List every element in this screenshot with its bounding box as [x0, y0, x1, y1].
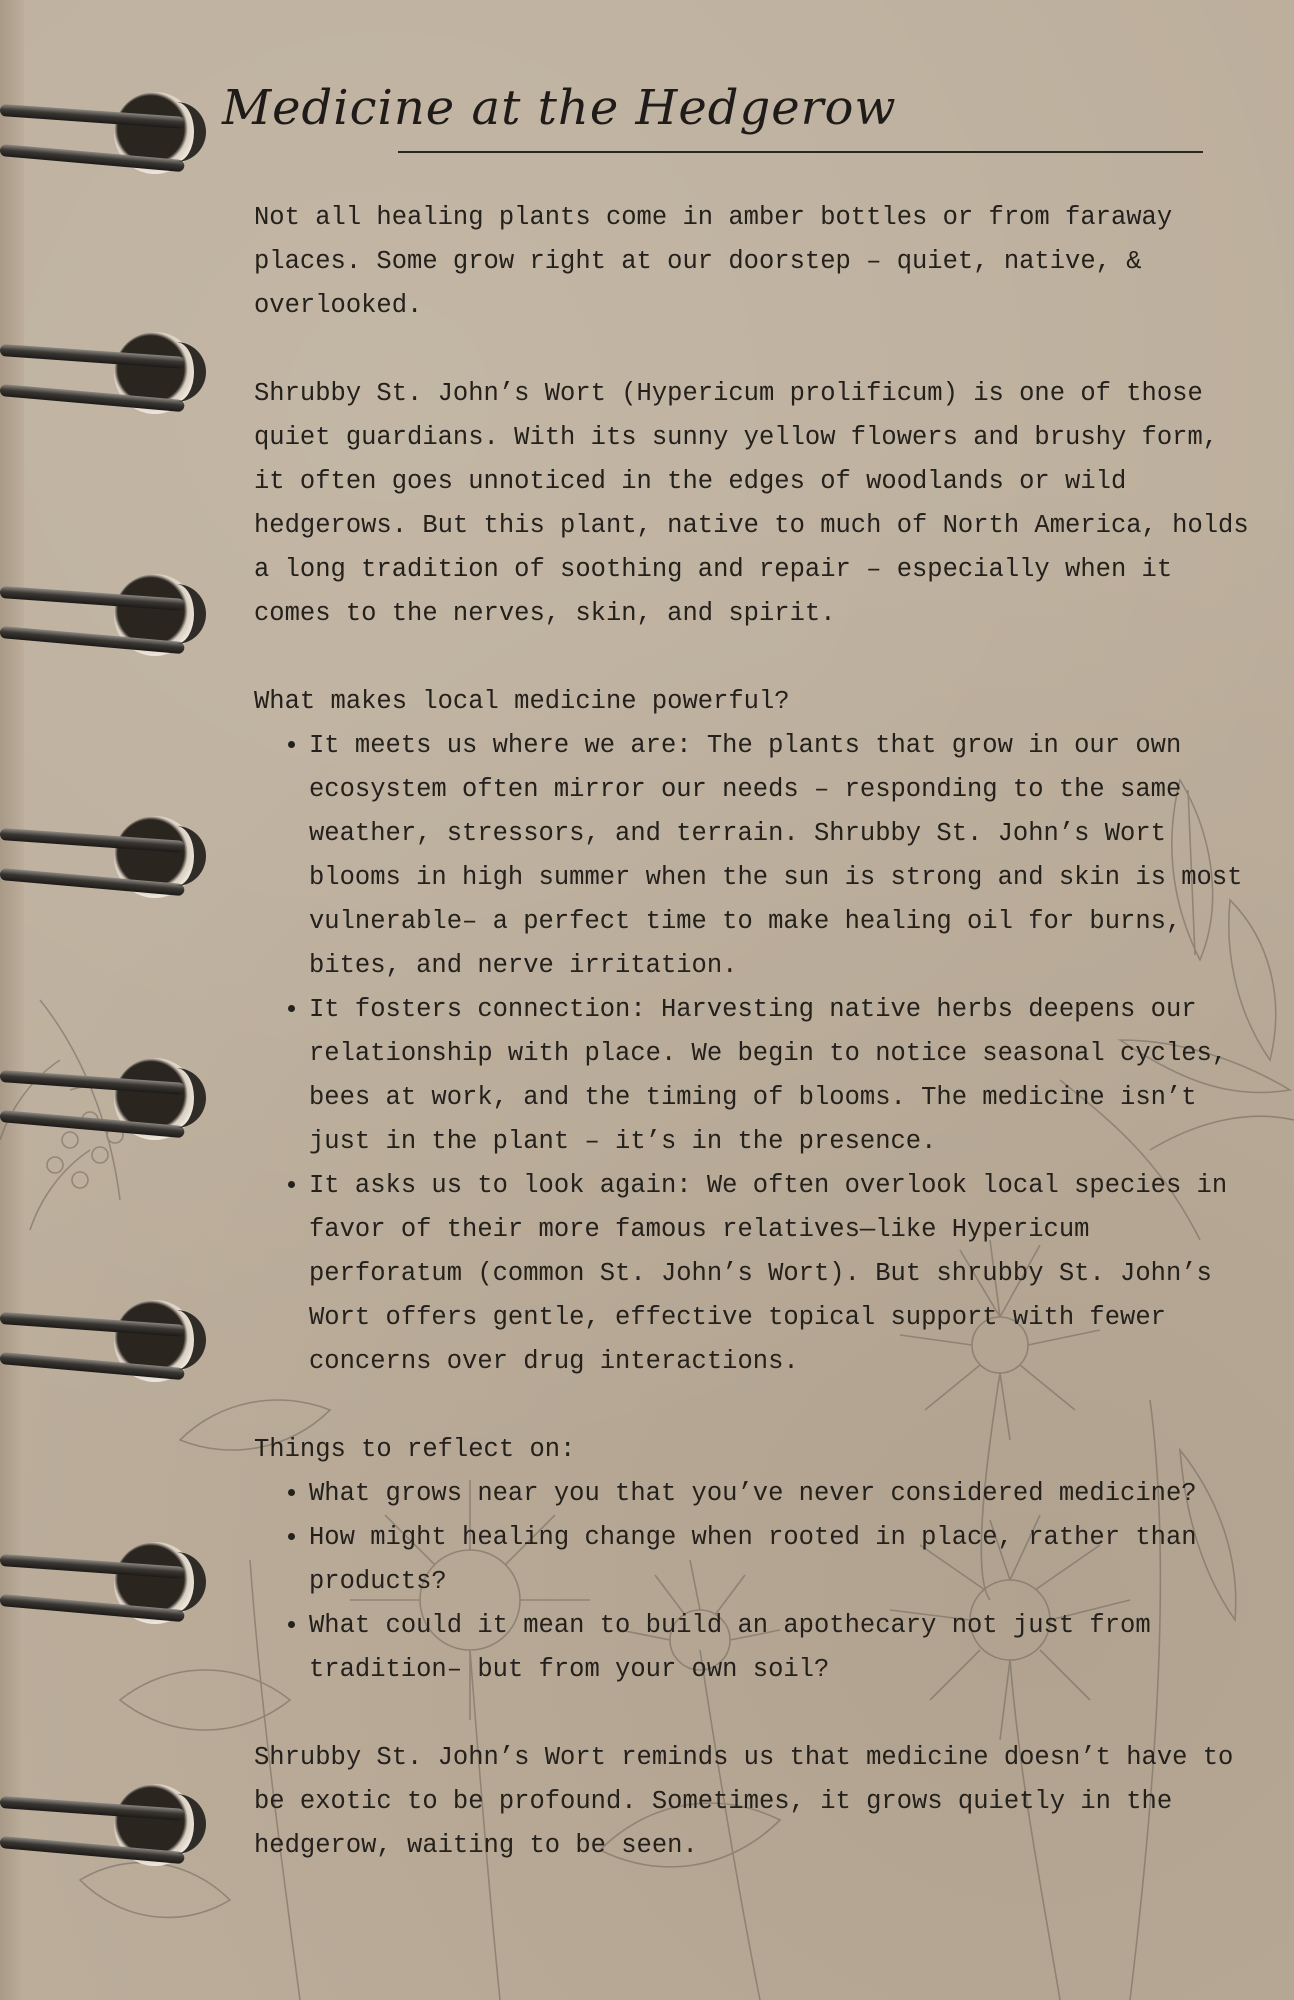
- list-item: • It fosters connection: Harvesting native herbs deepens our relationship with place. We begin to notice seasonal cycles, bees at work, and the timing of blooms. The medicine isn’t just in the plant – it’s in the presence.: [309, 988, 1254, 1164]
- spiral-ring: [0, 802, 210, 912]
- article-body: [254, 196, 1254, 1912]
- spiral-ring: [0, 560, 210, 670]
- list-item: • How might healing change when rooted in place, rather than products?: [309, 1516, 1254, 1604]
- list-item: • What could it mean to build an apothecary not just from tradition– but from your own soil?: [309, 1604, 1254, 1692]
- list-item: • It asks us to look again: We often overlook local species in favor of their more famous relatives—like Hypericum perforatum (common St. John’s Wort). But shrubby St. John’s Wort offers gentle, effective topical support with fewer concerns over drug interactions.: [309, 1164, 1254, 1384]
- section-heading: Things to reflect on:: [254, 1435, 576, 1464]
- spiral-ring: [0, 318, 210, 428]
- spiral-ring: [0, 78, 210, 188]
- spiral-ring: [0, 1044, 210, 1154]
- spiral-ring: [0, 1528, 210, 1638]
- body-paragraph: Shrubby St. John’s Wort (Hypericum prolificum) is one of those quiet guardians. With its sunny yellow flowers and brushy form, it often goes unnoticed in the edges of woodlands or wild hedgerows. But this plant, native to much of North America, holds a long tradition of soothing and repair – especially when it comes to the nerves, skin, and spirit.: [254, 379, 1249, 628]
- intro-paragraph: Not all healing plants come in amber bottles or from faraway places. Some grow right at our doorstep – quiet, native, & overlooked.: [254, 203, 1173, 320]
- closing-paragraph: Shrubby St. John’s Wort reminds us that medicine doesn’t have to be exotic to be profound. Sometimes, it grows quietly in the hedgerow, waiting to be seen.: [254, 1743, 1234, 1860]
- list-item: • It meets us where we are: The plants that grow in our own ecosystem often mirror our needs – responding to the same weather, stressors, and terrain. Shrubby St. John’s Wort blooms in high summer when the sun is strong and skin is most vulnerable– a perfect time to make healing oil for burns, bites, and nerve irritation.: [309, 724, 1254, 988]
- spiral-ring: [0, 1770, 210, 1880]
- bullet-list: [254, 724, 1254, 1384]
- page-edge: [0, 0, 24, 2000]
- spiral-ring: [0, 1286, 210, 1396]
- page-title-text: Medicine at the Hedgerow: [222, 80, 897, 136]
- title-underline: [398, 151, 1203, 153]
- bullet-list: [254, 1472, 1254, 1692]
- list-item: • What grows near you that you’ve never considered medicine?: [309, 1472, 1254, 1516]
- section-heading: What makes local medicine powerful?: [254, 687, 790, 716]
